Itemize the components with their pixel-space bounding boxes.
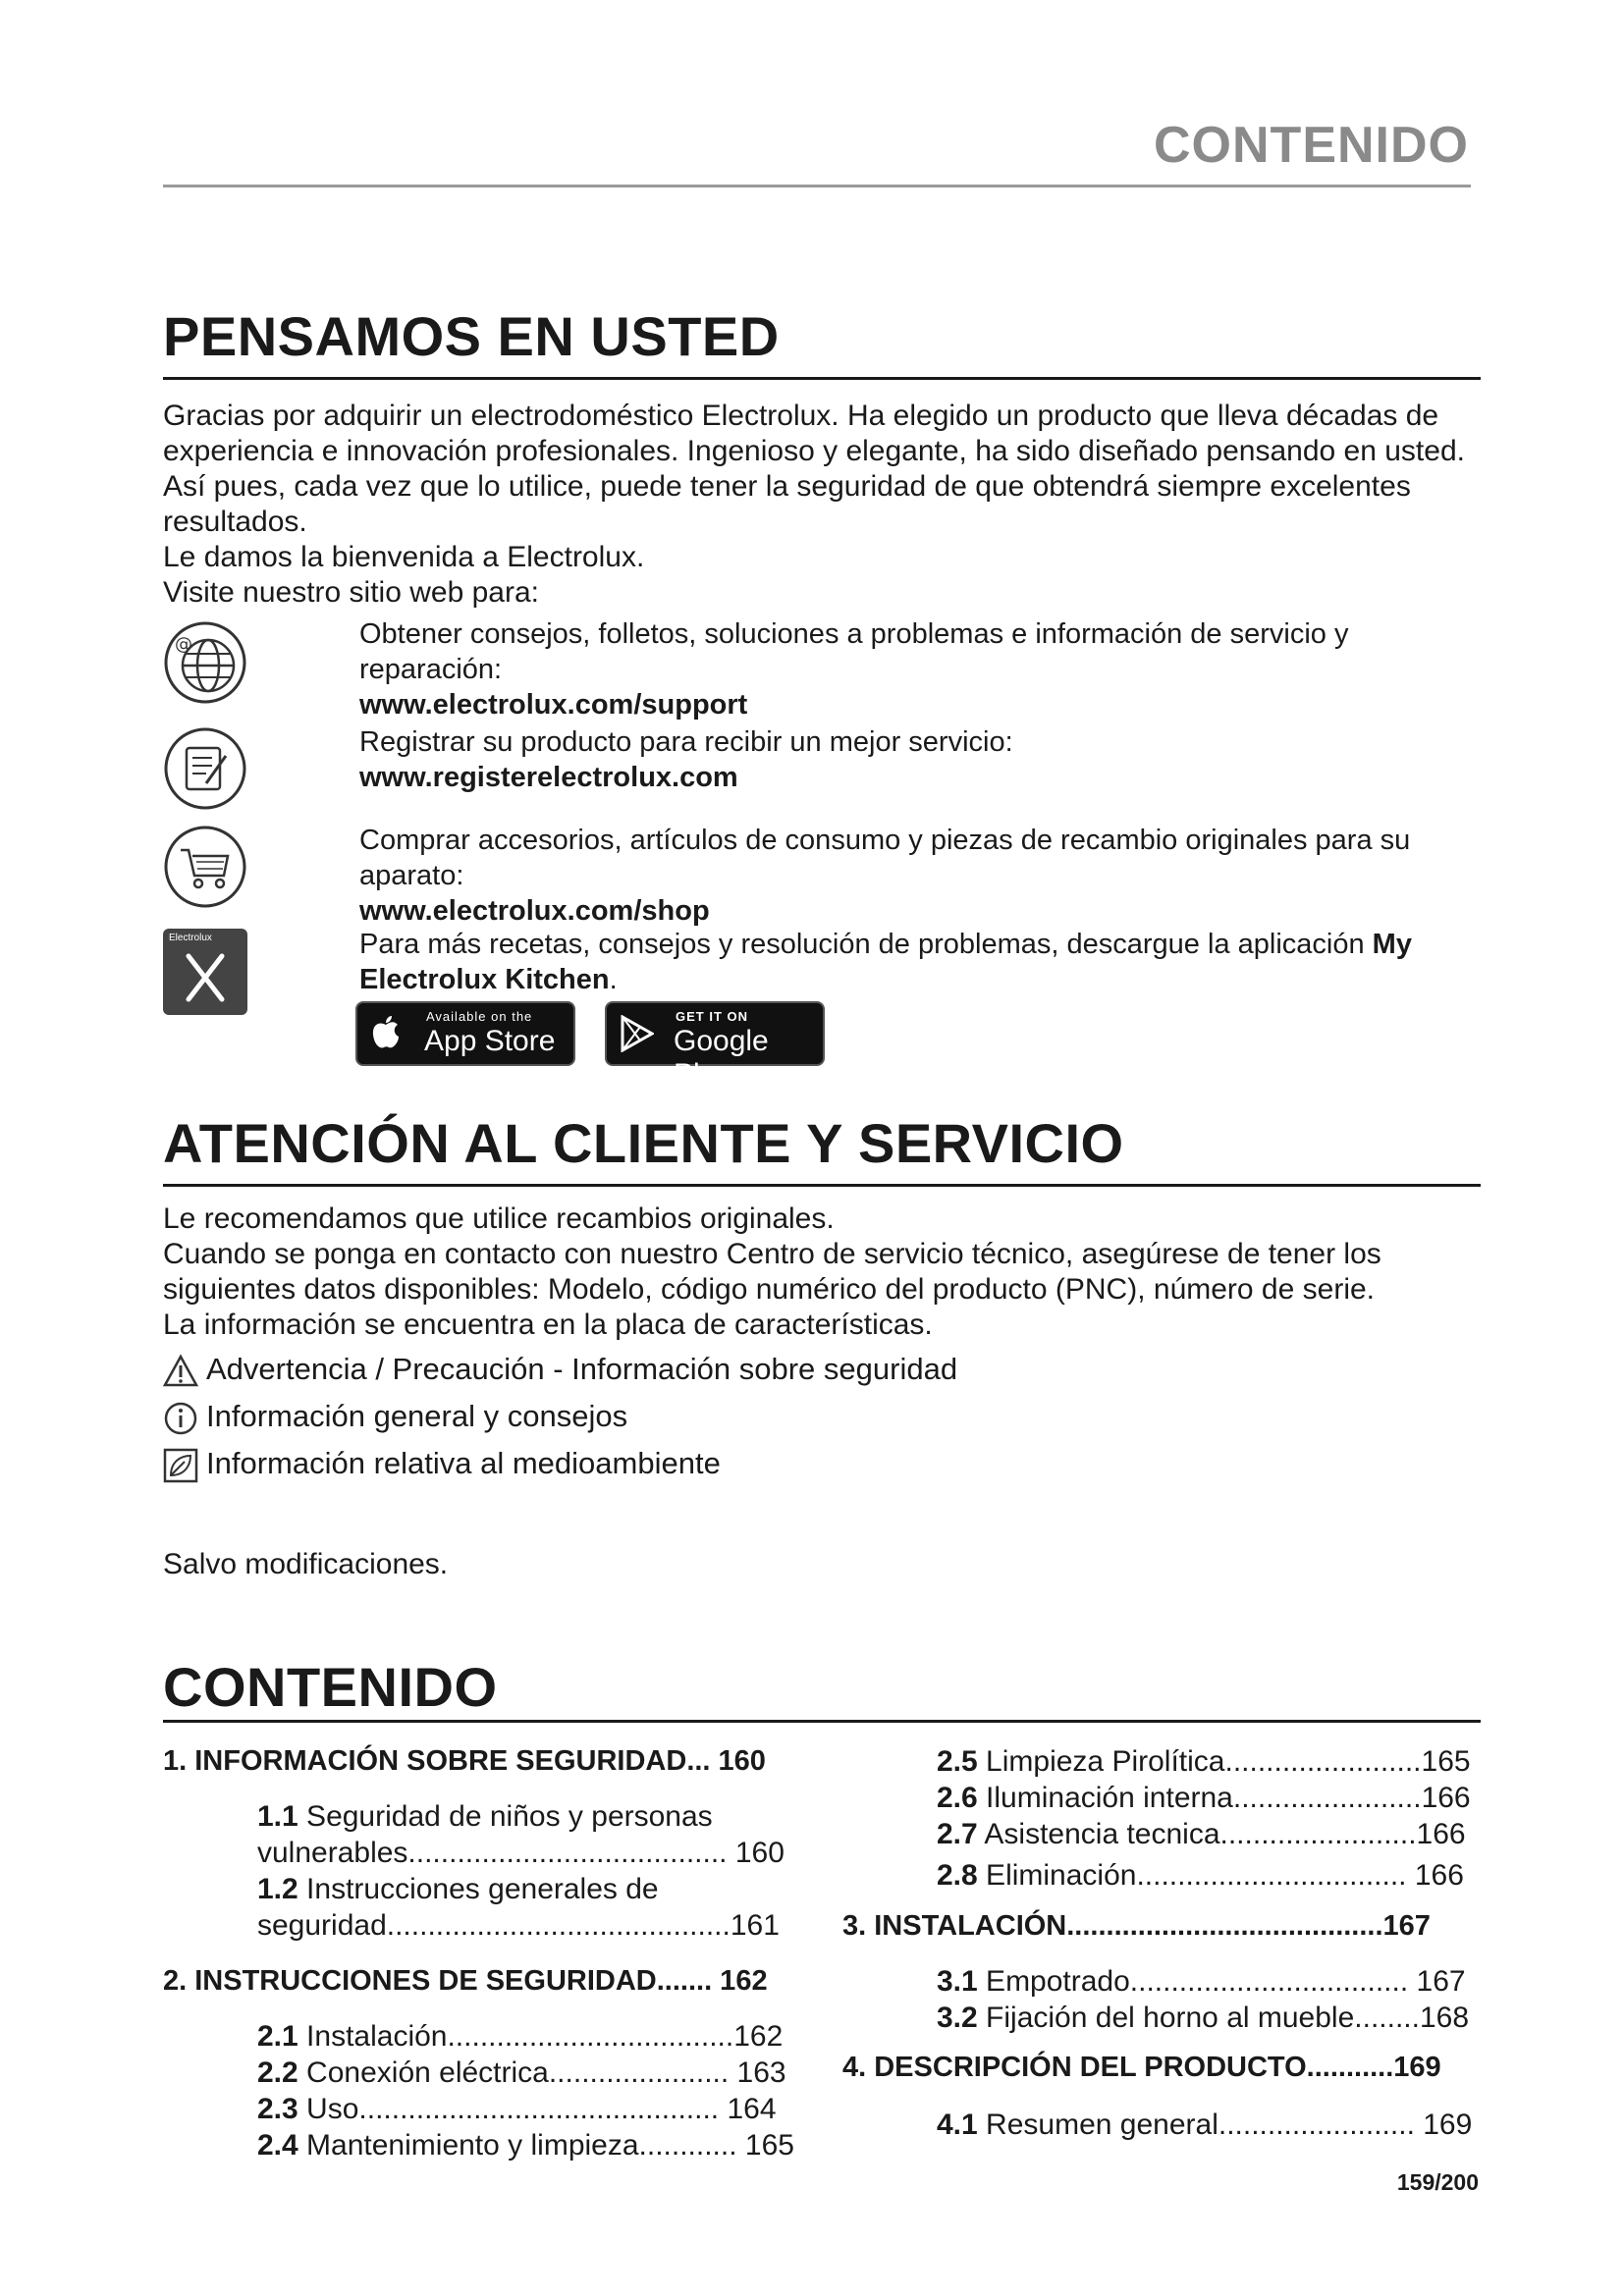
app-text: Para más recetas, consejos y resolución de problemas, descargue la aplicación xyxy=(359,929,1365,960)
toc-text: Instalación...................................162 xyxy=(298,2020,784,2053)
toc-num: 2.1 xyxy=(257,2020,298,2053)
toc-chapter-3[interactable]: 3. INSTALACIÓN........................................167 xyxy=(842,1910,1431,1942)
page-number: 159/200 xyxy=(1396,2169,1479,2195)
header-divider xyxy=(163,185,1471,187)
environment-leaf-icon xyxy=(163,1448,198,1483)
toc-num: 2.3 xyxy=(257,2093,298,2125)
service-paragraph-2: Cuando se ponga en contacto con nuestro Centro de servicio técnico, asegúrese de tener los siguientes datos disponibles: Modelo, código numérico del producto (PNC), número de serie. xyxy=(163,1238,1381,1306)
service-paragraph-1: Le recomendamos que utilice recambios originales. xyxy=(163,1202,835,1235)
app-store-small-text: Available on the xyxy=(426,1009,533,1024)
app-suffix: . xyxy=(609,964,618,995)
toc-entry-2-6[interactable] xyxy=(937,1780,1471,1816)
toc-num: 2.4 xyxy=(257,2129,298,2162)
toc-chapter-4[interactable]: 4. DESCRIPCIÓN DEL PRODUCTO...........169 xyxy=(842,2052,1441,2083)
support-item xyxy=(359,616,1479,722)
toc-entry-1-1[interactable] xyxy=(257,1798,785,1871)
play-triangle-icon xyxy=(621,1015,654,1052)
electrolux-kitchen-app-icon xyxy=(163,929,247,1015)
toc-text: Limpieza Pirolítica........................165 xyxy=(977,1745,1471,1778)
toc-num: 2.2 xyxy=(257,2056,298,2089)
running-header-title: CONTENIDO xyxy=(1154,117,1469,174)
toc-text-cont: vulnerables....................................... 160 xyxy=(257,1837,785,1869)
support-link[interactable]: www.electrolux.com/support xyxy=(359,689,748,721)
app-item xyxy=(359,927,1479,997)
toc-entry-3-2[interactable] xyxy=(937,2000,1469,2036)
toc-text: Empotrado.................................. 167 xyxy=(977,1965,1466,1998)
toc-text: Instrucciones generales de xyxy=(298,1873,659,1905)
legend-warning-text: Advertencia / Precaución - Información sobre seguridad xyxy=(206,1352,958,1386)
toc-text: Resumen general........................ 169 xyxy=(977,2109,1473,2141)
intro-paragraph: Gracias por adquirir un electrodoméstico Electrolux. Ha elegido un producto que lleva décadas de experiencia e innovación profesionales. Ingenioso y elegante, ha sido diseñado pensando en usted. Así pues, cada vez que lo utilice, puede tener la seguridad de que obtendrá siempre excelentes resultados. xyxy=(163,400,1465,538)
toc-text: Mantenimiento y limpieza............ 165 xyxy=(298,2129,794,2162)
app-name: My Electrolux Kitchen xyxy=(359,929,1412,995)
legend-info xyxy=(163,1398,627,1436)
toc-num: 4.1 xyxy=(937,2109,978,2141)
toc-chapter-2[interactable]: 2. INSTRUCCIONES DE SEGURIDAD....... 162 xyxy=(163,1965,768,1997)
info-circle-icon xyxy=(163,1401,198,1436)
legend-environment-text: Información relativa al medioambiente xyxy=(206,1446,721,1480)
toc-entry-4-1[interactable] xyxy=(937,2107,1472,2143)
toc-entry-2-3[interactable] xyxy=(257,2091,777,2127)
globe-support-icon xyxy=(163,620,247,705)
fork-knife-icon xyxy=(181,950,230,1005)
google-play-small-text: GET IT ON xyxy=(676,1009,748,1024)
toc-num: 2.7 xyxy=(937,1818,978,1850)
section-title-atencion: ATENCIÓN AL CLIENTE Y SERVICIO xyxy=(163,1112,1124,1174)
svg-text:@: @ xyxy=(175,634,192,655)
register-form-icon xyxy=(163,726,247,811)
legend-environment xyxy=(163,1445,721,1483)
section-title-pensamos: PENSAMOS EN USTED xyxy=(163,305,780,367)
register-item xyxy=(359,724,1479,795)
welcome-line: Le damos la bienvenida a Electrolux. xyxy=(163,541,645,573)
section-divider xyxy=(163,1184,1481,1187)
legend-warning xyxy=(163,1351,957,1389)
section-divider xyxy=(163,1720,1481,1723)
toc-text: Uso............................................ 164 xyxy=(298,2093,777,2125)
app-store-badge[interactable] xyxy=(355,1001,575,1066)
service-paragraph-3: La información se encuentra en la placa de características. xyxy=(163,1308,933,1341)
toc-entry-2-1[interactable] xyxy=(257,2018,783,2055)
google-play-big-text: Google Play xyxy=(674,1025,769,1091)
toc-text: Asistencia tecnica........................166 xyxy=(977,1818,1466,1850)
legend-info-text: Información general y consejos xyxy=(206,1399,628,1433)
intro-text xyxy=(163,399,1489,611)
toc-text: Seguridad de niños y personas xyxy=(298,1800,713,1833)
toc-entry-1-2[interactable] xyxy=(257,1871,780,1944)
shopping-cart-icon xyxy=(163,825,247,909)
toc-text-cont: seguridad..........................................161 xyxy=(257,1909,780,1942)
toc-entry-3-1[interactable] xyxy=(937,1963,1466,2000)
toc-num: 3.1 xyxy=(937,1965,978,1998)
modifications-note: Salvo modificaciones. xyxy=(163,1548,449,1580)
toc-entry-2-7[interactable] xyxy=(937,1816,1466,1852)
register-text: Registrar su producto para recibir un mejor servicio: xyxy=(359,726,1013,758)
toc-num: 3.2 xyxy=(937,2002,978,2034)
shop-link[interactable]: www.electrolux.com/shop xyxy=(359,895,710,927)
google-play-badge[interactable] xyxy=(605,1001,825,1091)
toc-num: 1.1 xyxy=(257,1800,298,1833)
toc-text: Eliminación................................. 166 xyxy=(977,1859,1464,1892)
app-store-big-text: App Store xyxy=(424,1025,556,1057)
warning-triangle-icon xyxy=(163,1354,198,1389)
toc-entry-2-5[interactable] xyxy=(937,1743,1471,1780)
toc-chapter-1[interactable]: 1. INFORMACIÓN SOBRE SEGURIDAD... 160 xyxy=(163,1745,766,1777)
register-link[interactable]: www.registerelectrolux.com xyxy=(359,762,738,793)
toc-num: 1.2 xyxy=(257,1873,298,1905)
apple-icon xyxy=(371,1015,401,1050)
app-icon-brand: Electrolux xyxy=(169,933,212,943)
visit-line: Visite nuestro sitio web para: xyxy=(163,576,539,609)
support-text: Obtener consejos, folletos, soluciones a problemas e información de servicio y reparación: xyxy=(359,618,1349,685)
toc-entry-2-4[interactable] xyxy=(257,2127,794,2163)
toc-text: Conexión eléctrica...................... 163 xyxy=(298,2056,786,2089)
toc-num: 2.6 xyxy=(937,1782,978,1814)
section-divider xyxy=(163,377,1481,380)
shop-item xyxy=(359,823,1479,929)
section-title-contenido: CONTENIDO xyxy=(163,1656,498,1718)
toc-text: Iluminación interna.......................166 xyxy=(977,1782,1471,1814)
toc-entry-2-2[interactable] xyxy=(257,2055,786,2091)
toc-entry-2-8[interactable] xyxy=(937,1857,1464,1894)
toc-num: 2.5 xyxy=(937,1745,978,1778)
shop-text: Comprar accesorios, artículos de consumo y piezas de recambio originales para su aparato: xyxy=(359,825,1411,891)
service-text xyxy=(163,1201,1489,1343)
toc-text: Fijación del horno al mueble........168 xyxy=(977,2002,1470,2034)
toc-num: 2.8 xyxy=(937,1859,978,1892)
